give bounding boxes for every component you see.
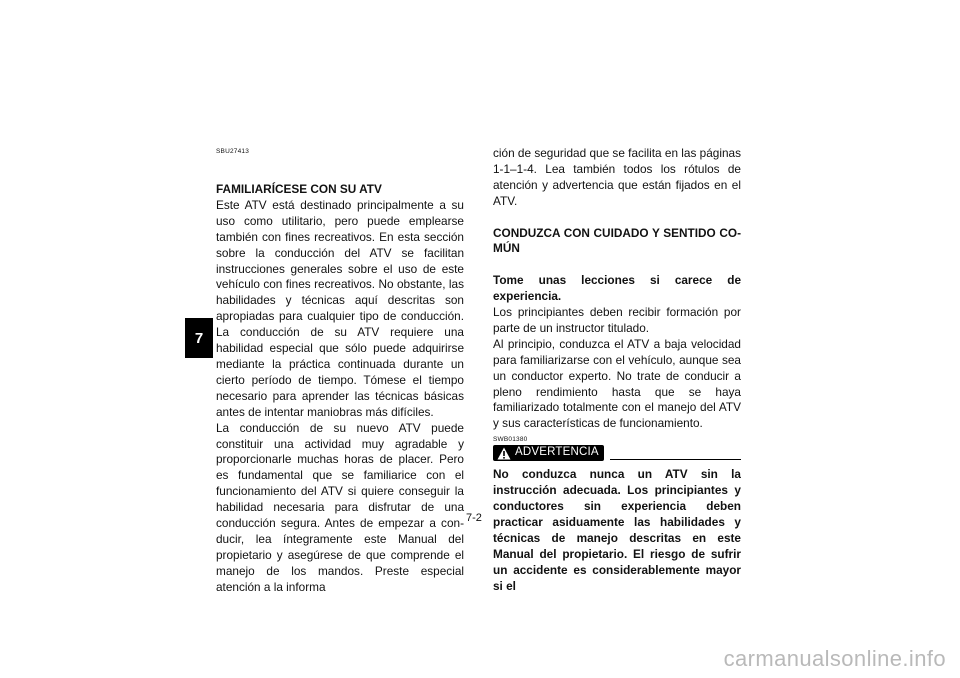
- paragraph-beginners: Los principiantes deben recibir formación por parte de un instructor titulado.: [493, 305, 741, 335]
- warning-badge: [493, 445, 604, 461]
- chapter-tab: 7: [185, 318, 213, 358]
- warning-text: No conduzca nunca un ATV sin la instrucción adecuada. Los principiantes y conductores sin experiencia deben practicar asiduamente las habilidades y técnicas de manejo descritas en este Manual del propietario. El riesgo de sufrir un accidente es considerablemente mayor si el: [493, 467, 741, 593]
- warning-rule: [610, 459, 741, 460]
- page-number: 7-2: [466, 512, 482, 524]
- watermark: carmanualsonline.info: [723, 646, 946, 671]
- section-heading: FAMILIARÍCESE CON SU ATV: [216, 182, 382, 196]
- paragraph-continuation: ción de seguridad que se facilita en las páginas 1-1–1-4. Lea también todos los rótulos de atención y advertencia que están fijados en el ATV.: [493, 146, 741, 208]
- warning-label: ADVERTENCIA: [515, 446, 599, 459]
- paragraph-familiarize: La conducción de su nuevo ATV puede constituir una actividad muy agradable y proporcionarle muchas horas de placer. Pero es fundamental que se familiarice con el funcionamiento del ATV si quiere conseguir la habilidad necesaria para disfrutar de una conducción segura. Antes de empezar a conducir, lea íntegramente este Manual del propietario y asegúrese de que comprende el manejo de los mandos. Preste especial atención a la informa: [216, 420, 464, 594]
- subheading-lessons: Tome unas lecciones si carece de experiencia.: [493, 273, 741, 304]
- section-heading-conduzca: CONDUZCA CON CUIDADO Y SENTIDO COMÚN: [493, 225, 741, 256]
- warning-header: [493, 445, 741, 461]
- left-column: [216, 148, 464, 596]
- warning-code: SWB01380: [493, 436, 528, 444]
- paragraph-low-speed: Al principio, conduzca el ATV a baja velocidad para familiarizarse con el vehículo, aunque sea un conductor experto. No trate de conducir a pleno rendimiento hasta que se haya familiarizado totalmente con el manejo del ATV y sus características de funcionamiento.: [493, 336, 741, 431]
- warning-triangle-icon: [497, 447, 511, 460]
- paragraph-intro: Este ATV está destinado principalmente a su uso como utilitario, pero puede emplearse también con fines recreativos. En esta sección sobre la conducción del ATV se facilitan instrucciones generales sobre el uso de este vehículo con fines recreativos. No obstante, las habilidades y técnicas aquí descritas son apropiadas para cualquier tipo de conducción. La conducción de su ATV requiere una habilidad especial que sólo puede adquirirse mediante la práctica continuada durante un cierto período de tiempo. Tómese el tiempo necesario para aprender las técnicas básicas antes de intentar maniobras más difíciles.: [216, 197, 464, 419]
- right-column: [493, 146, 741, 595]
- section-code: SBU27413: [216, 148, 250, 155]
